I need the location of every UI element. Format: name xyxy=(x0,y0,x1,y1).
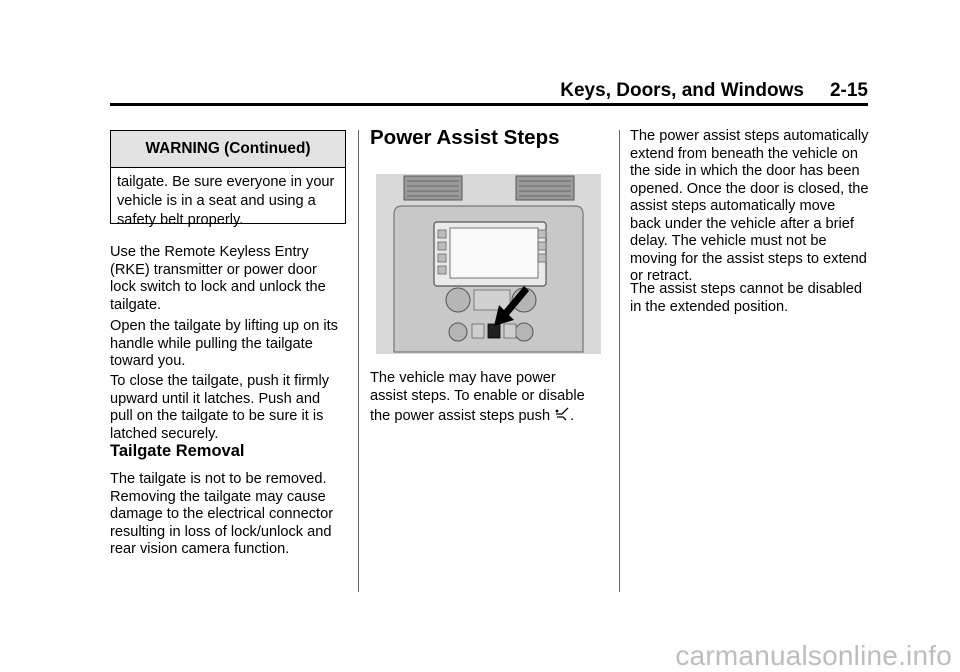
header-title xyxy=(560,80,868,102)
paragraph-line: The vehicle may have power xyxy=(370,370,556,386)
warning-body: tailgate. Be sure everyone in your vehicle is in a seat and using a safety belt properly. xyxy=(117,174,335,228)
header-rule xyxy=(110,103,868,106)
paragraph-assist-steps-operation: The power assist steps automatically extend from beneath the vehicle on the side in which the door has been opened. Once the door is closed, the assist steps automatically move back under the vehicle after a brief delay. The vehicle must not be moving for the assist steps to extend or retract. xyxy=(630,128,869,284)
heading-power-assist-steps: Power Assist Steps xyxy=(370,126,560,149)
warning-title: WARNING (Continued) xyxy=(111,131,345,168)
paragraph-close-tailgate: To close the tailgate, push it firmly upward until it latches. Push and pull on the tailgate to be sure it is latched securely. xyxy=(110,373,330,442)
paragraph-open-tailgate: Open the tailgate by lifting up on its handle while pulling the tailgate toward you. xyxy=(110,318,338,369)
power-step-icon xyxy=(554,405,570,421)
paragraph-rke: Use the Remote Keyless Entry (RKE) transmitter or power door lock switch to lock and unlock the tailgate. xyxy=(110,244,326,313)
warning-box xyxy=(110,130,346,228)
period: . xyxy=(570,408,575,424)
page-number: 2-15 xyxy=(829,80,868,101)
paragraph-assist-steps-disable: The assist steps cannot be disabled in the extended position. xyxy=(630,281,863,315)
paragraph-line: assist steps. To enable or disable xyxy=(370,387,585,404)
section-title: Keys, Doors, and Windows xyxy=(560,80,804,101)
heading-tailgate-removal: Tailgate Removal xyxy=(110,442,245,460)
column-divider xyxy=(358,130,359,592)
column-divider xyxy=(619,130,620,592)
watermark: carmanualsonline.info xyxy=(675,640,952,671)
paragraph-power-assist-steps xyxy=(370,370,606,426)
paragraph-line: the power assist steps push xyxy=(370,408,551,424)
dashboard-center-console-illustration xyxy=(376,174,601,354)
paragraph-tailgate-removal: The tailgate is not to be removed. Removing the tailgate may cause damage to the electrical connector resulting in loss of lock/unlock and rear vision camera function. xyxy=(110,471,334,557)
